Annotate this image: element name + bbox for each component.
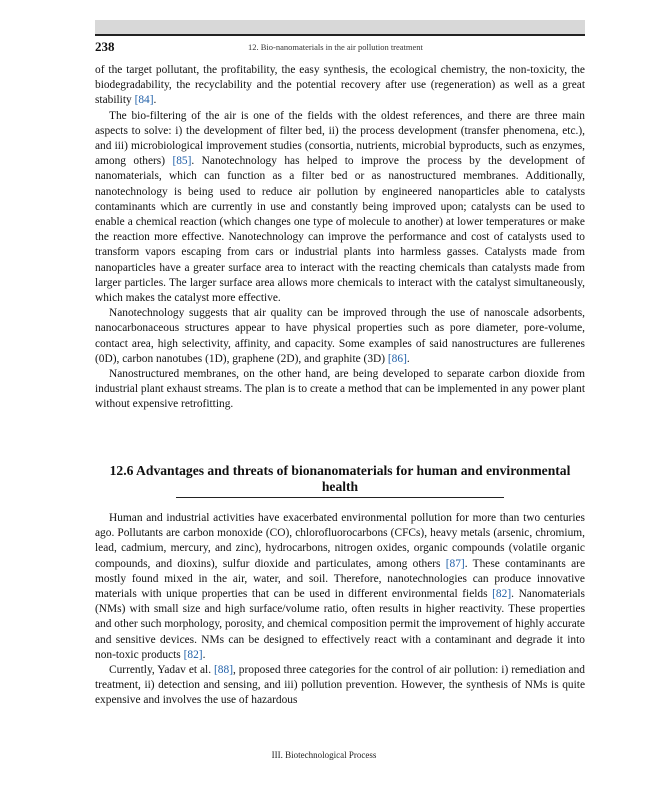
paragraph: Nanotechnology suggests that air quality can be improved through the use of nanoscale adsorbents, nanocarbonaceous structures appear to have physical properties such as pore diameter, pore-volume, contact area, high selectivity, affinity, and capacity. Some examples of said nanostructures are fullerenes (0D), carbon nanotubes (1D), graphene (2D), and graphite (3D) [86].: [95, 307, 585, 365]
running-head: 12. Bio-nanomaterials in the air pollution treatment: [248, 42, 423, 52]
body-text: [95, 63, 585, 413]
reference-link[interactable]: [87]: [445, 557, 465, 570]
section-divider: [176, 497, 504, 498]
page-number: 238: [95, 39, 115, 54]
reference-link[interactable]: [84]: [134, 94, 154, 107]
header-bar: [95, 20, 585, 36]
paragraph: Human and industrial activities have exacerbated environmental pollution for more than two centuries ago. Pollutants are carbon monoxide (CO), chlorofluorocarbons (CFCs), heavy metals (arsenic, chromium, lead, cadmium, mercury, and zinc), hydrocarbons, nitrogen oxides, organic compounds (volatile organic compounds, and dioxins), sulfur dioxide and particulates, among others [87]. These contaminants are mostly found mixed in the air, water, and soil. Therefore, nanotechnologies can produce innovative materials with unique properties that can be used in different environmental fields [82]. Nanomaterials (NMs) with small size and high surface/volume ratio, often results in higher reactivity. These properties and other such morphology, porosity, and chemical composition permit the improvement of highly accurate and sensitive devices. NMs can be designed to effectively react with a contaminant and degrade it into non-toxic products [82].: [95, 512, 586, 661]
paragraph: Currently, Yadav et al. [88], proposed three categories for the control of air pollution: i) remediation and treatment, ii) detection and sensing, and iii) pollution prevention. However, the synthesis of NMs is quite expensive and involves the use of hazardous: [95, 664, 585, 707]
reference-link[interactable]: [82]: [183, 648, 203, 661]
paragraph: The bio-filtering of the air is one of the fields with the oldest references, and there are three main aspects to solve: i) the development of filter bed, ii) the process development (transfer phenomena, etc.), and iii) microbiological improvement studies (consortia, nutrients, microbial byproducts, such as enzymes, among others) [85]. Nanotechnology has helped to improve the process by the development of nanomaterials, which can function as a filter bed or as nanostructured membranes. Additionally, nanotechnology is being used to reduce air pollution by engineered nanoparticles able to catalysts contaminants which are currently in use and constantly being improved upon; catalysts can be used to enable a chemical reaction (which changes one type of molecule to another) at lower temperatures or make the reaction more effective. Nanotechnology can improve the performance and cost of catalysts used to transform vapors escaping from cars or industrial plants into harmless gasses. Catalysts made from nanoparticles have a greater surface area to interact with the reacting chemicals than catalysts made from larger particles. The larger surface area allows more chemicals to interact with the catalyst simultaneously, which makes the catalyst more effective.: [95, 109, 586, 305]
reference-link[interactable]: [82]: [492, 588, 512, 601]
paragraph: Nanostructured membranes, on the other hand, are being developed to separate carbon dioxide from industrial plant exhaust streams. The plan is to create a method that can be implemented in any power plant without expensive retrofitting.: [95, 368, 585, 411]
paragraph: of the target pollutant, the profitability, the easy synthesis, the ecological chemistry, the non-toxicity, the biodegradability, the recyclability and the potential recovery after use (regeneration) as well as a great stability [84].: [95, 64, 585, 107]
section-title: 12.6 Advantages and threats of bionanomaterials for human and environmental health: [109, 463, 571, 494]
reference-link[interactable]: [85]: [172, 155, 192, 168]
reference-link[interactable]: [86]: [387, 352, 407, 365]
section-body-text: [95, 511, 585, 709]
page-footer: III. Biotechnological Process: [271, 750, 377, 760]
reference-link[interactable]: [88]: [214, 664, 233, 677]
